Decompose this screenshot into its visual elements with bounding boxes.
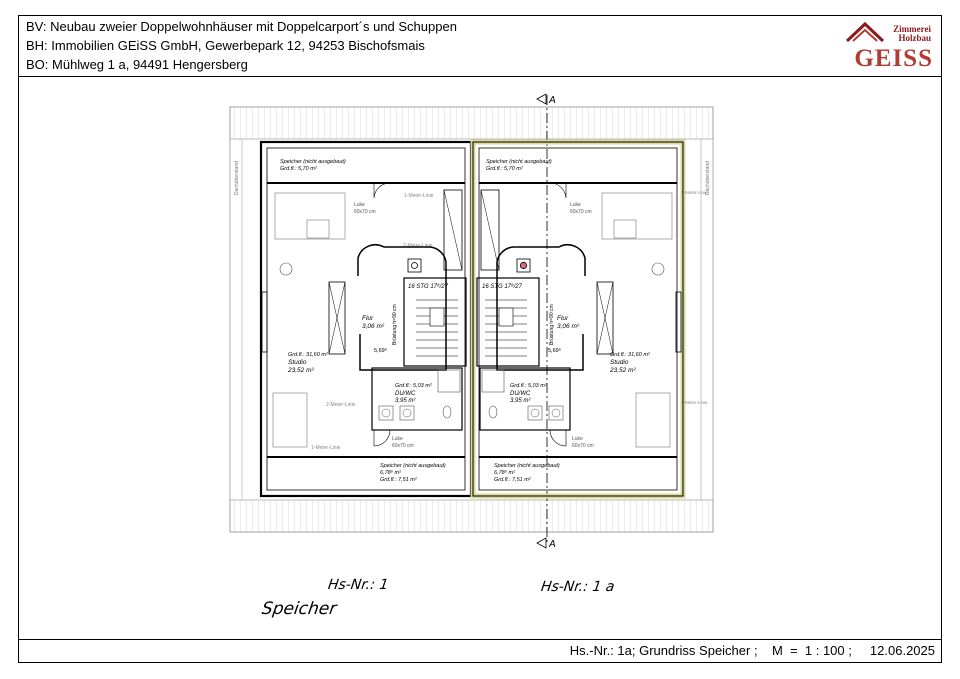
logo-line2: Holzbau bbox=[898, 33, 931, 43]
house-1a-stair-wall bbox=[497, 245, 585, 370]
house-1a-speicher-bottom-area2: Grd.fl.: 7,51 m² bbox=[494, 477, 531, 483]
house-1-speicher-bottom-area1: 6,78⁵ m² bbox=[380, 470, 401, 476]
house-1-du-label: DU/WC bbox=[395, 391, 416, 397]
house-1-plant bbox=[280, 263, 292, 275]
house-1a-speicher-bottom-label: Speicher (nicht ausgebaut) bbox=[494, 463, 560, 469]
house-1-sofa bbox=[275, 193, 345, 239]
house-1a-1m-line-bottom: 1-Meter-Linie bbox=[681, 400, 708, 405]
house-1-luke-top-size: 60x70 cm bbox=[354, 209, 376, 215]
house-1a-speicher-top-label: Speicher (nicht ausgebaut) bbox=[486, 159, 552, 165]
house-1-du-area: 3,95 m² bbox=[395, 398, 416, 404]
house-1a-du-grd: Grd.fl.: 5,03 m² bbox=[510, 383, 547, 389]
house-1a-shaft-diag bbox=[481, 190, 499, 270]
house-1a-height: 5,69⁶ bbox=[548, 348, 561, 354]
house-1-speicher-bottom-label: Speicher (nicht ausgebaut) bbox=[380, 463, 446, 469]
house-1-stair-wall bbox=[358, 245, 446, 370]
house-1-studio-grd: Grd.fl.: 31,60 m² bbox=[288, 352, 328, 358]
house-1-stairs-label: 16 STG 17⁸/27 bbox=[408, 284, 448, 290]
section-label-bottom: A bbox=[549, 539, 556, 550]
roof-overhang-top bbox=[230, 107, 713, 139]
house-1a-du-label: DU/WC bbox=[510, 391, 531, 397]
house-1-studio-label: Studio bbox=[288, 359, 307, 366]
house-1-2m-line-top: 2-Meter-Linie bbox=[403, 243, 433, 249]
house-1a-bruestung: Brüstung h=90 cm bbox=[549, 304, 555, 345]
house-1-side-window bbox=[262, 292, 267, 352]
house-1a-plant bbox=[652, 263, 664, 275]
house-1-2m-line-bottom: 2-Meter-Linie bbox=[326, 402, 356, 408]
house-1a-luke-top: Luke bbox=[570, 202, 581, 208]
house-1a-speicher-bottom-area1: 6,78⁵ m² bbox=[494, 470, 515, 476]
house-1-bruestung: Brüstung h=90 cm bbox=[392, 304, 398, 345]
site-line: BO: Mühlweg 1 a, 94491 Hengersberg bbox=[26, 57, 248, 72]
house-1-1m-line-bottom: 1-Meter-Linie bbox=[311, 445, 341, 451]
dachueberstand-right: Dachüberstand bbox=[705, 161, 711, 195]
house-1-stair-eye bbox=[430, 308, 444, 326]
floor-label: Speicher bbox=[260, 599, 338, 619]
house-1a-du-area: 3,95 m² bbox=[510, 398, 531, 404]
project-line: BV: Neubau zweier Doppelwohnhäuser mit Doppelcarport´s und Schuppen bbox=[26, 19, 457, 34]
house-1-1m-line-top: 1-Meter-Linie bbox=[404, 193, 434, 199]
house-1a-sofa bbox=[602, 193, 672, 239]
section-arrow-bottom bbox=[537, 538, 546, 548]
house-1-table bbox=[307, 220, 329, 238]
logo-brand: GEISS bbox=[854, 45, 933, 72]
house-1a-flur-label: Flur bbox=[557, 315, 569, 322]
house-1-height: 5,69⁶ bbox=[374, 348, 387, 354]
house-1-speicher-bottom-area2: Grd.fl.: 7,51 m² bbox=[380, 477, 417, 483]
house-1a-washer-drum-2 bbox=[552, 409, 560, 417]
house-1-door-bottom bbox=[374, 430, 390, 446]
house-1a-flur-area: 3,06 m² bbox=[557, 323, 580, 330]
house-1-speicher-top-area: Grd.fl.: 5,70 m² bbox=[280, 166, 317, 172]
house-1a-1m-line-top: 1-Meter-Linie bbox=[681, 190, 708, 195]
house-1a-shower bbox=[482, 370, 504, 392]
section-arrow-top bbox=[537, 94, 546, 104]
house-1a-toilet bbox=[489, 406, 497, 418]
house-1-washer-drum-1 bbox=[382, 409, 390, 417]
house-1-speicher-top-label: Speicher (nicht ausgebaut) bbox=[280, 159, 346, 165]
client-line: BH: Immobilien GEiSS GmbH, Gewerbepark 12, 94253 Bischofsmais bbox=[26, 38, 425, 53]
house-1a-door-bottom bbox=[550, 430, 566, 446]
house-1a-speicher-top-area: Grd.fl.: 5,70 m² bbox=[486, 166, 523, 172]
house-1-chimney bbox=[408, 259, 421, 272]
logo-line1: Zimmerei bbox=[893, 24, 931, 34]
house-1-studio-area: 23,52 m² bbox=[288, 367, 314, 374]
house-1-washer-1 bbox=[379, 406, 393, 420]
house-1-luke-bottom-size: 60x70 cm bbox=[392, 443, 414, 449]
house-1-toilet bbox=[443, 406, 451, 418]
house-1a-stairs-label: 16 STG 17⁸/27 bbox=[482, 284, 522, 290]
house-1a-table bbox=[614, 220, 636, 238]
house-number-1a: Hs-Nr.: 1 a bbox=[539, 579, 616, 595]
house-1a-luke-bottom: Luke bbox=[572, 436, 583, 442]
dachueberstand-left: Dachüberstand bbox=[234, 161, 240, 195]
house-1-washer-2 bbox=[400, 406, 414, 420]
house-1-luke-bottom: Luke bbox=[392, 436, 403, 442]
house-1-flur-label: Flur bbox=[362, 315, 374, 322]
house-1a-washer-drum-1 bbox=[531, 409, 539, 417]
house-1a-luke-bottom-size: 60x70 cm bbox=[572, 443, 594, 449]
footer-text: Hs.-Nr.: 1a; Grundriss Speicher ; M = 1 : 100 ; 12.06.2025 bbox=[569, 643, 935, 658]
house-1 bbox=[261, 142, 471, 496]
section-label-top: A bbox=[549, 95, 556, 106]
house-1-bathroom bbox=[372, 368, 462, 430]
house-1a-studio-label: Studio bbox=[610, 359, 629, 366]
house-1a-washer-1 bbox=[528, 406, 542, 420]
house-1-bed bbox=[273, 393, 307, 447]
house-1a-washer-2 bbox=[549, 406, 563, 420]
house-1a-studio-grd: Grd.fl.: 31,60 m² bbox=[610, 352, 650, 358]
house-1a-chimney-flue bbox=[520, 262, 526, 268]
roof-overhang-bottom bbox=[230, 500, 713, 532]
house-1a bbox=[473, 142, 708, 496]
house-1-flur-area: 3,06 m² bbox=[362, 323, 385, 330]
house-1-du-grd: Grd.fl.: 5,03 m² bbox=[395, 383, 432, 389]
house-1-luke-top: Luke bbox=[354, 202, 365, 208]
house-1a-stair-eye bbox=[499, 308, 513, 326]
house-1a-bed bbox=[636, 393, 670, 447]
house-1-shaft-diag bbox=[444, 190, 462, 270]
house-1a-door-top bbox=[550, 183, 566, 198]
house-1-washer-drum-2 bbox=[403, 409, 411, 417]
house-number-1: Hs-Nr.: 1 bbox=[326, 577, 390, 593]
house-1-shower bbox=[438, 370, 460, 392]
house-1a-studio-area: 23,52 m² bbox=[610, 367, 636, 374]
house-1a-luke-top-size: 60x70 cm bbox=[570, 209, 592, 215]
house-1-door-top bbox=[374, 183, 390, 198]
